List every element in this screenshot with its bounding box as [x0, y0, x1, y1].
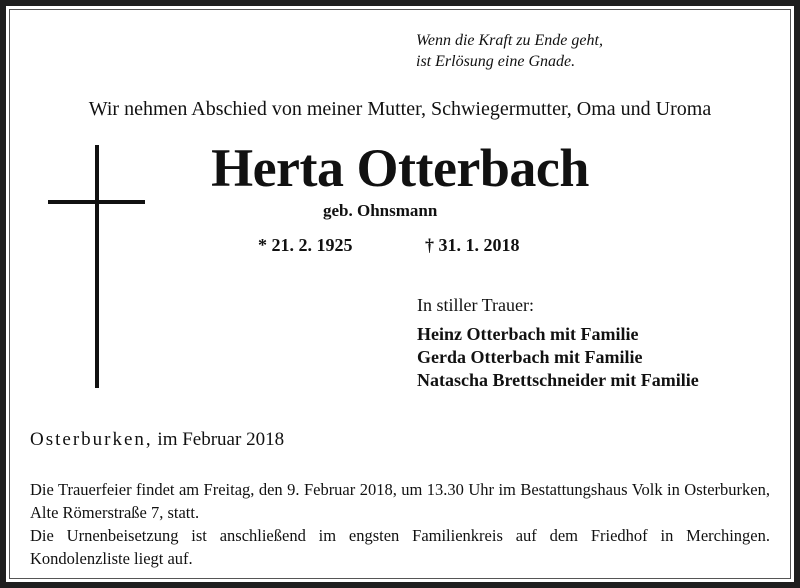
place: Osterburken, [30, 429, 153, 450]
death-date: † 31. 1. 2018 [425, 235, 520, 255]
mourner: Natascha Brettschneider mit Familie [417, 370, 699, 390]
cross-icon-bar [48, 200, 145, 204]
mourner: Gerda Otterbach mit Familie [417, 347, 643, 367]
service-paragraph: Die Trauerfeier findet am Freitag, den 9. Februar 2018, um 13.30 Uhr im Bestattungshaus Volk in Osterburken, Alte Römerstraße 7, statt. [30, 480, 770, 522]
burial-paragraph: Die Urnenbeisetzung ist anschließend im engsten Familienkreis auf dem Friedhof in Merchingen. Kondolenzliste liegt auf. [30, 526, 770, 568]
date-line: im Februar 2018 [152, 429, 285, 450]
mourning-label: In stiller Trauer: [417, 295, 534, 315]
service-info [30, 478, 770, 570]
birth-date: * 21. 2. 1925 [258, 235, 353, 255]
quote-line-2: ist Erlösung eine Gnade. [416, 53, 576, 70]
place-date [30, 429, 284, 451]
deceased-name: Herta Otterbach [211, 138, 589, 198]
intro-text: Wir nehmen Abschied von meiner Mutter, Schwiegermutter, Oma und Uroma [88, 98, 712, 120]
maiden-name: geb. Ohnsmann [323, 201, 438, 220]
mourner: Heinz Otterbach mit Familie [417, 324, 639, 344]
quote-line-1: Wenn die Kraft zu Ende geht, [416, 32, 603, 49]
